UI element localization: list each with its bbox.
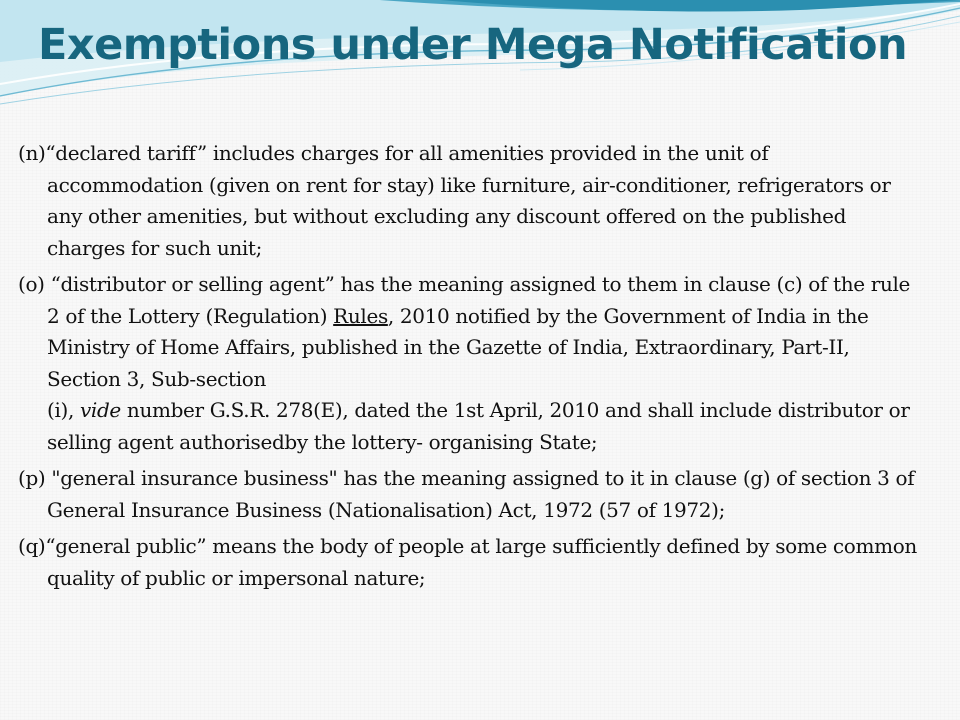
paragraph-o <box>18 269 928 458</box>
paragraph-o-text-2: , 2010 notified by the Government of India in the Ministry of Home Affairs, published in the Gazette of India, Extraordinary, Part-II, Section 3, Sub-section <box>47 303 869 391</box>
paragraph-o-text-1: (o) “distributor or selling agent” has the meaning assigned to them in clause (c) of the rule 2 of the Lottery (Regulation) <box>18 272 911 328</box>
rules-underlined-text: Rules <box>333 303 388 328</box>
paragraph-n: (n)“declared tariff” includes charges for all amenities provided in the unit of accommodation (given on rent for stay) like furniture, air-conditioner, refrigerators or any other amenities, but without excluding any discount offered on the published charges for such unit; <box>18 141 891 260</box>
slide-body <box>18 138 928 599</box>
paragraph-o-text-4: number G.S.R. 278(E), dated the 1st April, 2010 and shall include distributor or selling agent authorisedby the lottery- organising State; <box>47 398 910 454</box>
paragraph-p: (p) "general insurance business" has the meaning assigned to it in clause (g) of section 3 of General Insurance Business (Nationalisation) Act, 1972 (57 of 1972); <box>18 466 915 522</box>
paragraph-q: (q)“general public” means the body of people at large sufficiently defined by some common quality of public or impersonal nature; <box>18 534 917 590</box>
paragraph-o-text-3: (i), <box>47 398 80 422</box>
slide-title: Exemptions under Mega Notification <box>38 20 908 70</box>
vide-italic-text: vide <box>79 398 121 422</box>
